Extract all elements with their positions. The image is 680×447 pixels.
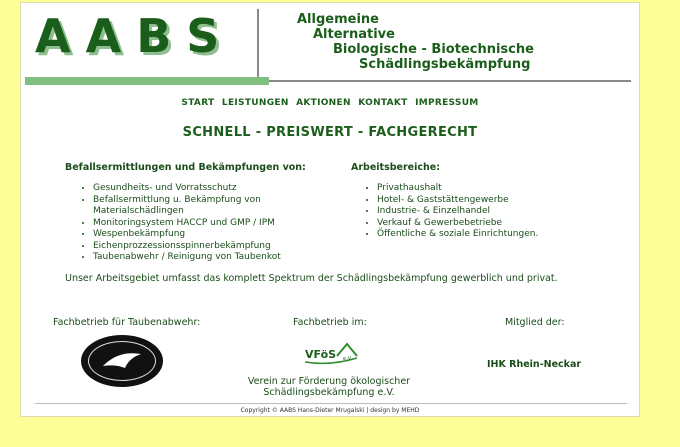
vfoes-logo-text: VFöS bbox=[305, 348, 337, 361]
left-column-heading: Befallsermittlungen und Bekämpfungen von: bbox=[65, 162, 306, 173]
nav-aktionen[interactable]: AKTIONEN bbox=[296, 98, 351, 108]
list-item: • Industrie- & Einzelhandel bbox=[377, 206, 607, 218]
list-item: • Verkauf & Gewerbebetriebe bbox=[377, 218, 607, 230]
header-divider-vertical bbox=[257, 9, 259, 85]
header-divider-horizontal bbox=[269, 80, 631, 82]
nav-start[interactable]: START bbox=[181, 98, 215, 108]
scope-text: Unser Arbeitsgebiet umfasst das komplett Spektrum der Schädlingsbekämpfung gewerblich und privat. bbox=[65, 273, 558, 284]
bird-icon bbox=[89, 342, 155, 380]
title-line-1: Allgemeine bbox=[297, 12, 379, 27]
list-item: • Monitoringsystem HACCP und GMP / IPM bbox=[93, 218, 303, 230]
page-container bbox=[20, 2, 640, 417]
seal-ring bbox=[88, 341, 156, 381]
title-line-2: Alternative bbox=[313, 27, 395, 42]
vfoes-name: Verein zur Förderung ökologischer Schädlingsbekämpfung e.V. bbox=[247, 376, 411, 398]
title-line-4: Schädlingsbekämpfung bbox=[359, 57, 531, 72]
header-bar-green bbox=[25, 77, 269, 85]
footer-divider bbox=[35, 403, 627, 404]
badge-label-taubenabwehr: Fachbetrieb für Taubenabwehr: bbox=[53, 317, 201, 328]
ihk-badge[interactable]: IHK Rhein-Neckar bbox=[487, 359, 582, 370]
title-line-3: Biologische - Biotechnische bbox=[333, 42, 534, 57]
badge-label-fachbetrieb: Fachbetrieb im: bbox=[293, 317, 367, 328]
list-item: • Wespenbekämpfung bbox=[93, 229, 303, 241]
list-item: • Gesundheits- und Vorratsschutz bbox=[93, 183, 303, 195]
list-item: • Privathaushalt bbox=[377, 183, 607, 195]
footer-copyright: Copyright © AABS Hans-Dieter Mrugalski | design by MEHD bbox=[240, 407, 420, 414]
slogan: SCHNELL - PREISWERT - FACHGERECHT bbox=[182, 125, 478, 140]
list-item: • Taubenabwehr / Reinigung von Taubenkot bbox=[93, 252, 303, 264]
logo[interactable]: AABS bbox=[35, 9, 235, 63]
list-item: • Eichenprozzessionsspinnerbekämpfung bbox=[93, 241, 303, 253]
taubenabwehr-seal-icon[interactable] bbox=[81, 335, 163, 387]
nav-kontakt[interactable]: KONTAKT bbox=[358, 98, 408, 108]
left-column-list bbox=[79, 183, 303, 264]
list-item: • Hotel- & Gaststättengewerbe bbox=[377, 195, 607, 207]
list-item: • Befallsermittlung u. Bekämpfung von Materialschädlingen bbox=[93, 195, 303, 218]
vfoes-logo-ev: e.V. bbox=[343, 356, 353, 362]
main-nav bbox=[21, 98, 639, 108]
nav-impressum[interactable]: IMPRESSUM bbox=[415, 98, 479, 108]
right-column-list bbox=[363, 183, 607, 241]
list-item: • Öffentliche & soziale Einrichtungen. bbox=[377, 229, 607, 241]
nav-leistungen[interactable]: LEISTUNGEN bbox=[221, 98, 289, 108]
right-column-heading: Arbeitsbereiche: bbox=[351, 162, 440, 173]
badge-label-mitglied: Mitglied der: bbox=[505, 317, 565, 328]
